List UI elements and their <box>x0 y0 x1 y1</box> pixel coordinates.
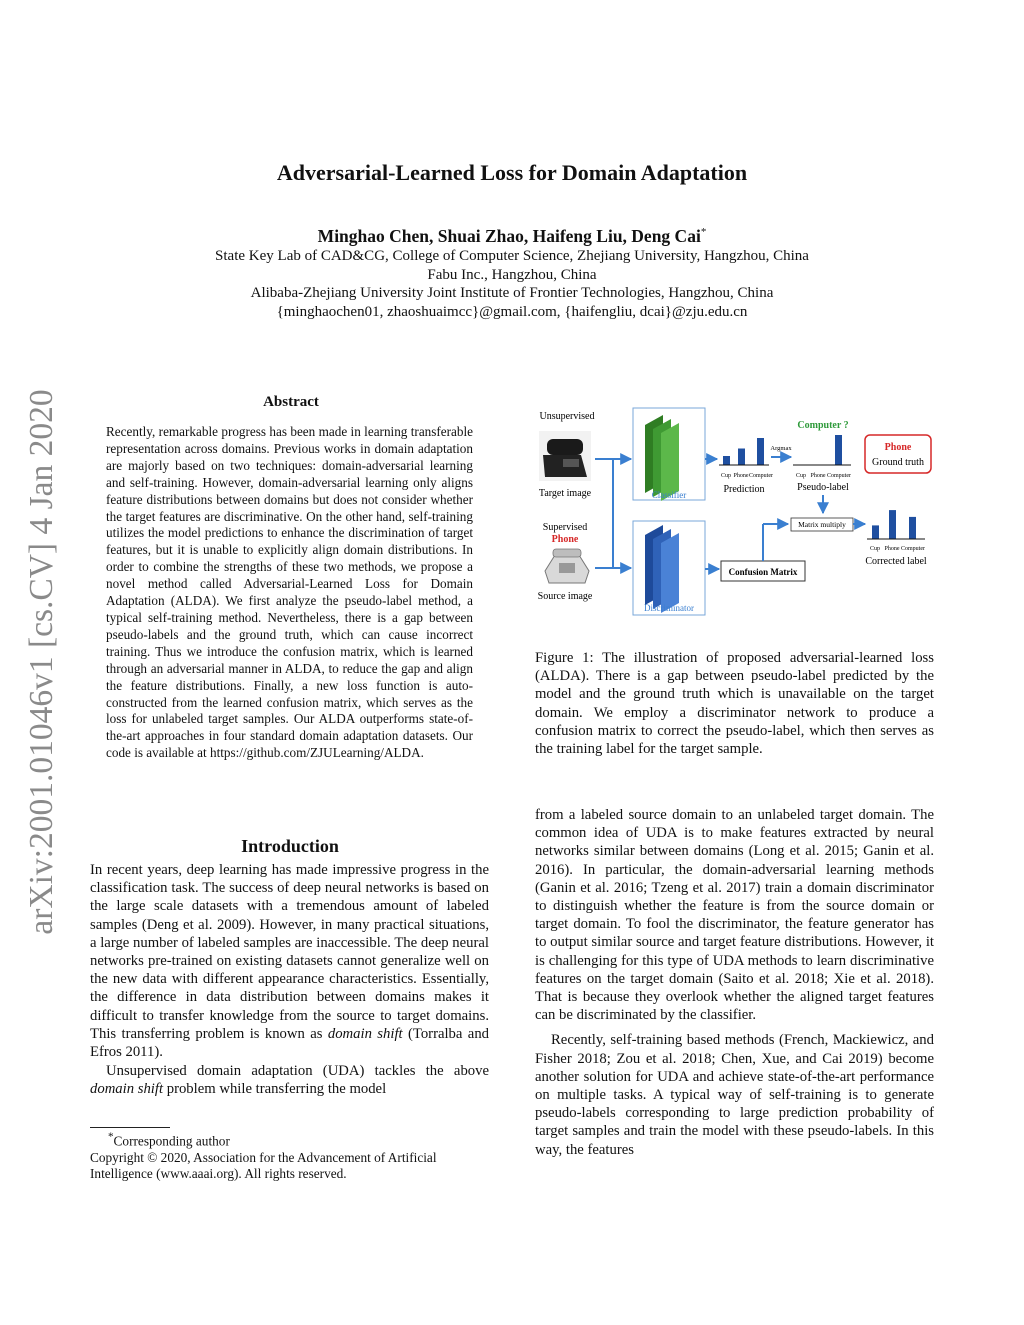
abstract-text: Recently, remarkable progress has been made in learning transferable representation across domains. Previous works in domain adaptation are majorly based on two techniques: domain-adversarial learning and self-training. However, domain-adversarial learning only aligns feature distributions between domains but does not consider whether the target features are discriminative. On the other hand, self-training utilizes the model predictions to enhance the discrimination of target features, but it is unable to explicitly align domain distributions. In order to combine the strengths of these two methods, we propose a novel method called Adversarial-Learned Loss for Domain Adaptation (ALDA). We first analyze the pseudo-label method, a typical self-training method. Nevertheless, there is a gap between pseudo-labels and the ground truth, which can cause incorrect training. Thus we introduce the confusion matrix, which is learned through an adversarial manner in ALDA, to reduce the gap and align the feature distributions. Finally, a new loss function is auto-constructed from the learned confusion matrix, which serves as the loss for unlabeled target samples. Our ALDA outperforms state-of-the-art approaches in four standard domain adaptation datasets. Our code is available at https://github.com/ZJULearning/ALDA. <box>106 424 473 761</box>
phone-source-label: Phone <box>551 534 579 545</box>
left-column-body <box>90 861 489 1099</box>
bar-label-computer-pred: Computer <box>749 473 773 479</box>
supervised-label: Supervised <box>542 522 588 533</box>
author-emails: {minghaochen01, zhaoshuaimcc}@gmail.com, {haifengliu, dcai}@zju.edu.cn <box>276 303 748 320</box>
corrected-bar-phone <box>889 510 896 539</box>
bar-label-computer-pseudo: Computer <box>827 473 851 479</box>
bar-label-cup-corr: Cup <box>869 546 881 552</box>
discriminator-label: Discriminator <box>644 603 694 613</box>
pseudo-label-chart <box>835 435 842 465</box>
bar-label-phone-pred: Phone <box>733 473 749 479</box>
introduction-heading: Introduction <box>241 836 339 856</box>
corrected-bar-computer <box>909 517 916 539</box>
corrected-bar-cup <box>872 525 879 539</box>
target-image-label: Target image <box>538 488 592 499</box>
prediction-bar-phone <box>738 449 745 466</box>
prediction-chart <box>723 438 764 465</box>
author-list <box>0 226 1024 247</box>
right-column-body <box>535 806 934 1159</box>
corrected-label-chart <box>872 510 916 539</box>
affiliation-1: State Key Lab of CAD&CG, College of Computer Science, Zhejiang University, Hangzhou, China <box>215 248 809 264</box>
discriminator-network-icon <box>645 525 679 613</box>
figure-1-diagram <box>533 403 938 625</box>
abstract-heading: Abstract <box>263 394 319 410</box>
copyright-notice: Copyright © 2020, Association for the Advancement of Artificial Intelligence (www.aaai.org). All rights reserved. <box>90 1149 437 1182</box>
prediction-label: Prediction <box>723 484 765 495</box>
intro-paragraph-2: Unsupervised domain adaptation (UDA) tackles the above domain shift problem while transferring the model <box>90 1063 489 1098</box>
office-phone-icon <box>545 549 589 583</box>
ground-truth-phone: Phone <box>884 442 912 453</box>
affiliation-3: Alibaba-Zhejiang University Joint Institute of Frontier Technologies, Hangzhou, China <box>250 285 774 301</box>
bar-label-cup-pseudo: Cup <box>795 473 807 479</box>
intro-paragraph-3: from a labeled source domain to an unlabeled target domain. The common idea of UDA is to make features extracted by neural networks similar between domains (Long et al. 2015; Ganin et al. 2016). In particular, the domain-adversarial learning methods (Ganin et al. 2016; Tzeng et al. 2017) train a domain discriminator to distinguish whether the feature is from the source domain or target domain. To fool the discriminator, the feature generator has to output similar source and target feature distributions. However, it is challenging for this type of UDA methods to learn discriminative features on the target domain (Saito et al. 2018; Xie et al. 2018). That is because they overlook whether the aligned target features can be discriminated by the classifier. <box>535 807 934 1024</box>
intro-paragraph-4: Recently, self-training based methods (French, Mackiewicz, and Fisher 2018; Zou et al. 2018; Chen, Xue, and Cai 2019) become another solution for UDA and achieve state-of-the-art performance on multiple tasks. A typical way of self-training is to generate pseudo-labels corresponding to large prediction probability of target samples and train the model with these pseudo-labels. In this way, the features <box>535 1032 934 1158</box>
argmax-label: Argmax <box>770 445 792 452</box>
confusion-matrix-label: Confusion Matrix <box>728 567 798 577</box>
prediction-bar-computer <box>757 438 764 465</box>
intro-paragraph-1: In recent years, deep learning has made impressive progress in the classification task. The success of deep neural networks is based on the large scale datasets with a tremendous amount of labeled samples (Deng et al. 2009). However, in many practical situations, a large number of labeled samples are inaccessible. The deep neural networks pre-trained on existing datasets cannot generalize well on the new data with different appearance characteristics. Essentially, the difference in data distribution between domains makes it difficult to transfer knowledge from the source to target domains. This transferring problem is known as domain shift (Torralba and Efros 2011). <box>90 862 490 1061</box>
paper-title: Adversarial-Learned Loss for Domain Adaptation <box>276 160 748 185</box>
arxiv-identifier <box>14 367 66 957</box>
pseudo-label-bar-computer <box>835 435 842 465</box>
footnote: *Corresponding author Copyright © 2020, Association for the Advancement of Artificial Intelligence (www.aaai.org). All rights reserved. <box>90 1129 490 1182</box>
desk-phone-icon <box>539 431 591 481</box>
pseudo-label-label: Pseudo-label <box>797 482 849 493</box>
bar-label-computer-corr: Computer <box>901 546 925 552</box>
corrected-label-label: Corrected label <box>865 556 927 567</box>
ground-truth-label: Ground truth <box>872 457 924 468</box>
prediction-bar-cup <box>723 456 730 465</box>
computer-question-label: Computer ? <box>797 420 849 431</box>
footnote-rule <box>90 1127 170 1128</box>
affiliation-2: Fabu Inc., Hangzhou, China <box>427 266 597 283</box>
source-image-label: Source image <box>537 591 593 602</box>
arxiv-id-text: arXiv:2001.01046v1 [cs.CV] 4 Jan 2020 <box>23 389 60 935</box>
bar-label-phone-corr: Phone <box>884 546 900 552</box>
classifier-network-icon <box>645 415 679 501</box>
unsupervised-label: Unsupervised <box>539 411 595 422</box>
matrix-multiply-label: Matrix multiply <box>798 520 846 529</box>
bar-label-cup-pred: Cup <box>720 473 732 479</box>
classifier-label: Classifier <box>651 490 687 500</box>
author-names: Minghao Chen, Shuai Zhao, Haifeng Liu, Deng Cai <box>317 226 701 246</box>
figure-1-caption: Figure 1: The illustration of proposed adversarial-learned loss (ALDA). There is a gap between pseudo-label predicted by the model and the ground truth which is unavailable on the target domain. We employ a discriminator network to produce a confusion matrix to correct the pseudo-label, which then serves as the training label for the target sample. <box>535 650 934 758</box>
author-mark: * <box>700 226 707 239</box>
corresponding-author-note: Corresponding author <box>113 1133 230 1149</box>
bar-label-phone-pseudo: Phone <box>810 473 826 479</box>
